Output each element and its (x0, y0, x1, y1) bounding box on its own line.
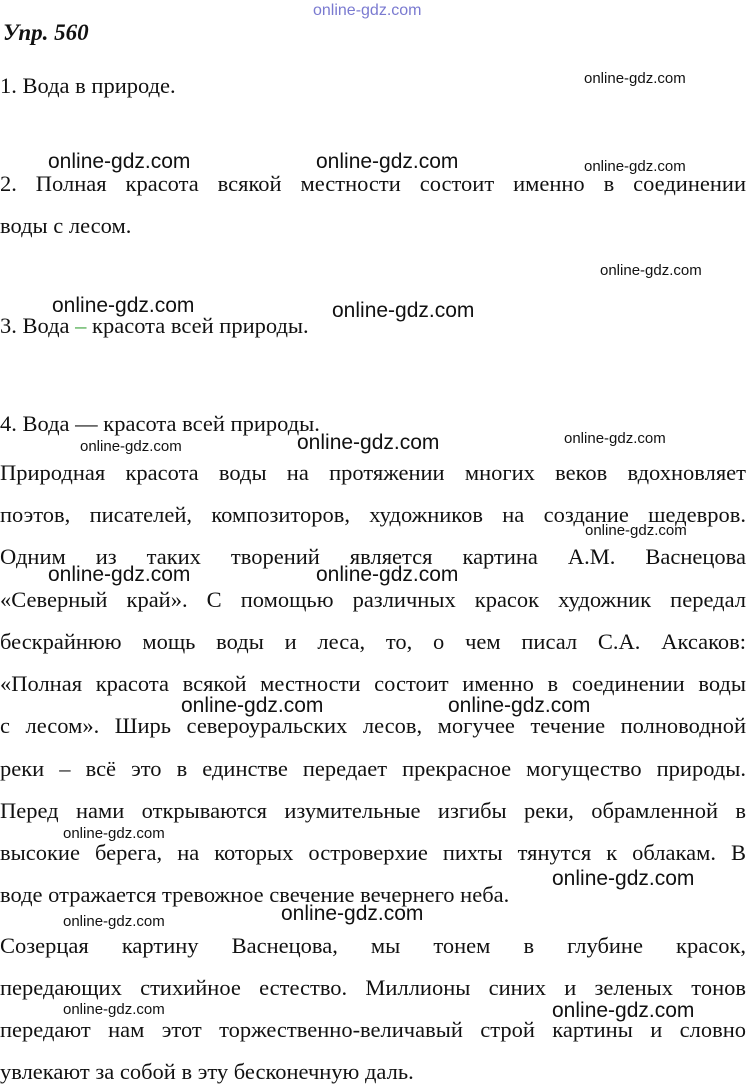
essay-line: Созерцая картину Васнецова, мы тонем в глубине красок, (0, 933, 746, 958)
title-option-2-line-2: воды с лесом. (0, 213, 132, 238)
essay-line-last: увлекают за собой в эту бесконечную даль. (0, 1059, 414, 1084)
essay-line-last: воде отражается тревожное свечение вечернего неба. (0, 882, 510, 907)
watermark: online-gdz.com (332, 299, 475, 322)
exercise-title: Упр. 560 (3, 20, 89, 45)
watermark: online-gdz.com (63, 825, 165, 842)
watermark: online-gdz.com (52, 294, 195, 317)
essay-line: бескрайнюю мощь воды и леса, то, о чем писал С.А. Аксаков: (0, 629, 746, 654)
essay-line: реки – всё это в единстве передает прекрасное могущество природы. (0, 756, 746, 781)
title-option-3-dash: – (75, 313, 87, 338)
essay-line: Перед нами открываются изумительные изгибы реки, обрамленной в (0, 798, 746, 823)
watermark: online-gdz.com (281, 902, 424, 925)
watermark: online-gdz.com (316, 563, 459, 586)
watermark: online-gdz.com (564, 430, 666, 447)
watermark: online-gdz.com (552, 867, 695, 890)
title-option-4: 4. Вода — красота всей природы. (0, 411, 320, 436)
essay-line: Природная красота воды на протяжении многих веков вдохновляет (0, 460, 746, 485)
essay-line: передающих стихийное естество. Миллионы синих и зеленых тонов (0, 975, 746, 1000)
essay-line: поэтов, писателей, композиторов, художников на создание шедевров. (0, 502, 746, 527)
essay-line: «Северный край». С помощью различных красок художник передал (0, 587, 746, 612)
essay-line: высокие берега, на которых островерхие пихты тянутся к облакам. В (0, 840, 746, 865)
watermark: online-gdz.com (585, 522, 687, 539)
watermark: online-gdz.com (316, 150, 459, 173)
watermark: online-gdz.com (600, 262, 702, 279)
title-option-3-end: красота всей природы. (86, 313, 309, 338)
watermark: online-gdz.com (48, 150, 191, 173)
watermark: online-gdz.com (584, 70, 686, 87)
watermark: online-gdz.com (63, 1001, 165, 1018)
watermark: online-gdz.com (313, 2, 422, 19)
essay-line: «Полная красота всякой местности состоит именно в соединении воды (0, 671, 746, 696)
essay-line: передают нам этот торжественно-величавый строй картины и словно (0, 1017, 746, 1042)
watermark: online-gdz.com (63, 913, 165, 930)
essay-line: с лесом». Ширь североуральских лесов, могучее течение полноводной (0, 713, 746, 738)
watermark: online-gdz.com (181, 694, 324, 717)
watermark: online-gdz.com (297, 431, 440, 454)
watermark: online-gdz.com (552, 999, 695, 1022)
watermark: online-gdz.com (80, 438, 182, 455)
title-option-2-line-1: 2. Полная красота всякой местности состоит именно в соединении (0, 171, 746, 196)
title-option-3-start: 3. Вода (0, 313, 76, 338)
watermark: online-gdz.com (448, 694, 591, 717)
watermark: online-gdz.com (584, 158, 686, 175)
title-option-1: 1. Вода в природе. (0, 73, 176, 98)
watermark: online-gdz.com (48, 563, 191, 586)
essay-line: Одним из таких творений является картина А.М. Васнецова (0, 544, 746, 569)
